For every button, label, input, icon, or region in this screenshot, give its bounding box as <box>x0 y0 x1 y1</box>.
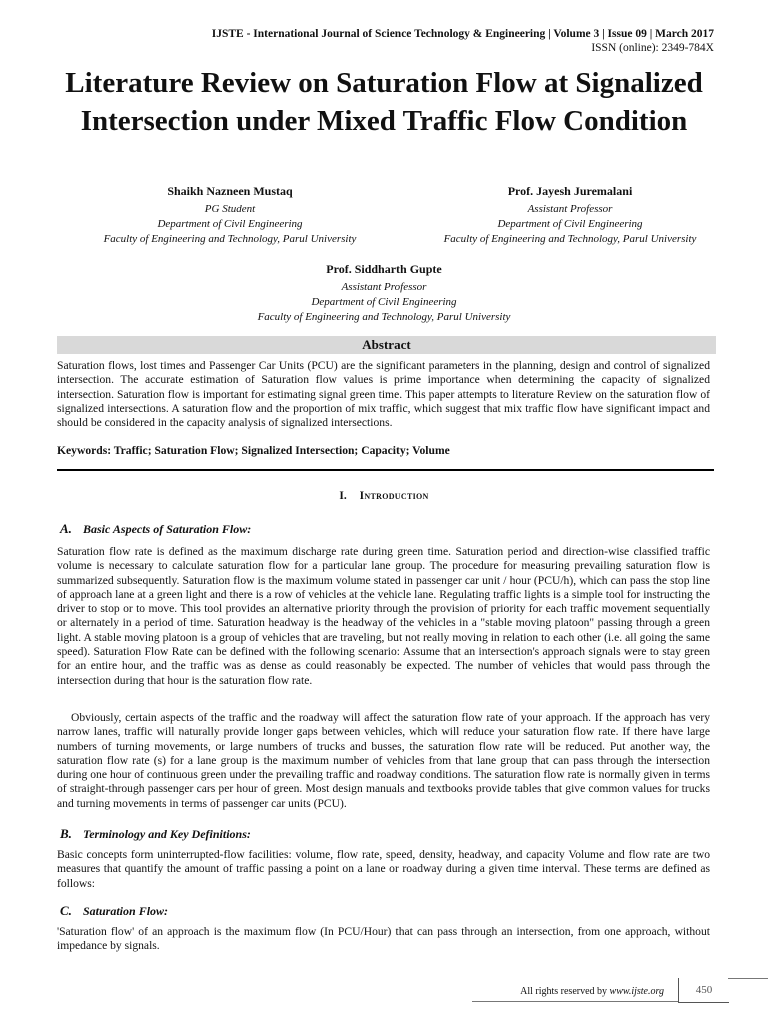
paragraph: Basic concepts form uninterrupted-flow facilities: volume, flow rate, speed, density, headway, and capacity Volume and flow rate are two measures that quantify the amount of traffic passing a point on a lane or roadway during a given time interval. These terms are defined as follows: <box>57 848 710 890</box>
subsection-letter: C. <box>60 903 72 918</box>
author-department: Department of Civil Engineering <box>157 218 303 230</box>
section-heading-introduction <box>0 490 768 502</box>
subsection-letter: B. <box>60 826 72 841</box>
author-role: Assistant Professor <box>527 203 613 215</box>
author-block-3 <box>184 262 584 325</box>
section-numeral: I. <box>339 490 347 502</box>
author-block-1 <box>40 184 420 247</box>
author-department: Department of Civil Engineering <box>497 218 643 230</box>
author-faculty: Faculty of Engineering and Technology, Parul University <box>257 311 511 323</box>
subsection-heading-c <box>60 903 168 919</box>
subsection-heading-a <box>60 521 251 537</box>
subsection-title: Saturation Flow: <box>83 904 169 918</box>
author-block-2 <box>380 184 760 247</box>
section-title: Introduction <box>359 490 429 502</box>
author-name: Shaikh Nazneen Mustaq <box>167 184 293 198</box>
subsection-title: Basic Aspects of Saturation Flow: <box>83 522 252 536</box>
paper-title: Literature Review on Saturation Flow at Signalized Intersection under Mixed Traffic Flow Condition <box>65 67 703 137</box>
section-divider <box>57 469 714 471</box>
abstract-heading: Abstract <box>57 336 716 354</box>
author-faculty: Faculty of Engineering and Technology, Parul University <box>103 233 357 245</box>
paragraph: Obviously, certain aspects of the traffic and the roadway will affect the saturation flow rate of your approach. If the approach has very narrow lanes, traffic will naturally provide longer gaps between vehicles, which will reduce your saturation flow rate. If there have large numbers of turning movements, or large numbers of trucks and busses, the saturation flow rate will be reduced. Put another way, the saturation flow rate (s) for a lane group is the maximum number of vehicles from that lane group that can pass through the intersection during one hour of continuous green under the prevailing traffic and roadway conditions. The saturation flow rate is normally given in terms of straight-through passenger cars per hour of green. Most design manuals and textbooks provide tables that give common values for trucks and turning movements in terms of passenger car units (PCU). <box>57 711 710 810</box>
author-role: PG Student <box>204 203 256 215</box>
footer-copyright <box>520 986 664 997</box>
paragraph: 'Saturation flow' of an approach is the maximum flow (In PCU/Hour) that can pass through an intersection, from one approach, without impedance by signals. <box>57 925 710 953</box>
footer-rights: All rights reserved by <box>520 986 608 997</box>
subsection-title: Terminology and Key Definitions: <box>83 827 251 841</box>
page-number: 450 <box>678 978 729 1003</box>
subsection-heading-b <box>60 826 251 842</box>
issn: ISSN (online): 2349-784X <box>591 42 714 54</box>
footer-rule <box>472 1001 678 1002</box>
author-name: Prof. Jayesh Juremalani <box>507 184 633 198</box>
author-role: Assistant Professor <box>341 281 427 293</box>
subsection-letter: A. <box>60 521 72 536</box>
author-department: Department of Civil Engineering <box>311 296 457 308</box>
author-faculty: Faculty of Engineering and Technology, Parul University <box>443 233 697 245</box>
abstract-text: Saturation flows, lost times and Passenger Car Units (PCU) are the significant parameters in the planning, design and control of signalized intersection. The accurate estimation of Saturation flow values is prime importance when determining the capacity of signalized intersection. Saturation flow is important for estimating signal green time. This paper attempts to literature Review on the saturation flow of signalized intersections. A saturation flow and the proportion of mix traffic, which suggest that mix traffic flow have significant impact and should be considered in the capacity analysis of signalized intersections. <box>57 359 710 430</box>
author-name: Prof. Siddharth Gupte <box>326 262 442 276</box>
footer-url-link[interactable]: www.ijste.org <box>609 986 664 997</box>
journal-header <box>212 27 714 55</box>
footer-rule <box>728 978 768 979</box>
paragraph: Saturation flow rate is defined as the maximum discharge rate during green time. Saturation period and direction-wise classified traffic volume is necessary to calculate saturation flow for a particular lane group. The procedure for measuring prevailing saturation flow is summarized subsequently. Saturation flow is the maximum volume stated in passenger car unit / hour (PCU/h), which can pass the stop line of approach lane at a green light and there is a row of vehicles at the vehicle lane. Regulating traffic lights is a simple tool for instructing the driver to stop or to move. This tool provides an alternative priority through the provision of priority for each traffic movement sequentially or alternately in a period of time. Saturation headway is the headway of the vehicles in a "stable moving platoon" passing through a green light. A stable moving platoon is a group of vehicles that are traveling, but not really moving in relation to each other (i.e. all going the same speed). Saturation Flow Rate can be defined with the following scenario: Assume that an intersection's approach signals were to stay green for an entire hour, and the traffic was as dense as could reasonably be expected. The number of vehicles that would pass through the intersection during that hour is the saturation flow rate. <box>57 545 710 687</box>
keywords: Keywords: Traffic; Saturation Flow; Signalized Intersection; Capacity; Volume <box>57 444 450 457</box>
journal-citation: IJSTE - International Journal of Science Technology & Engineering | Volume 3 | Issue 09 | March 2017 <box>211 28 714 40</box>
